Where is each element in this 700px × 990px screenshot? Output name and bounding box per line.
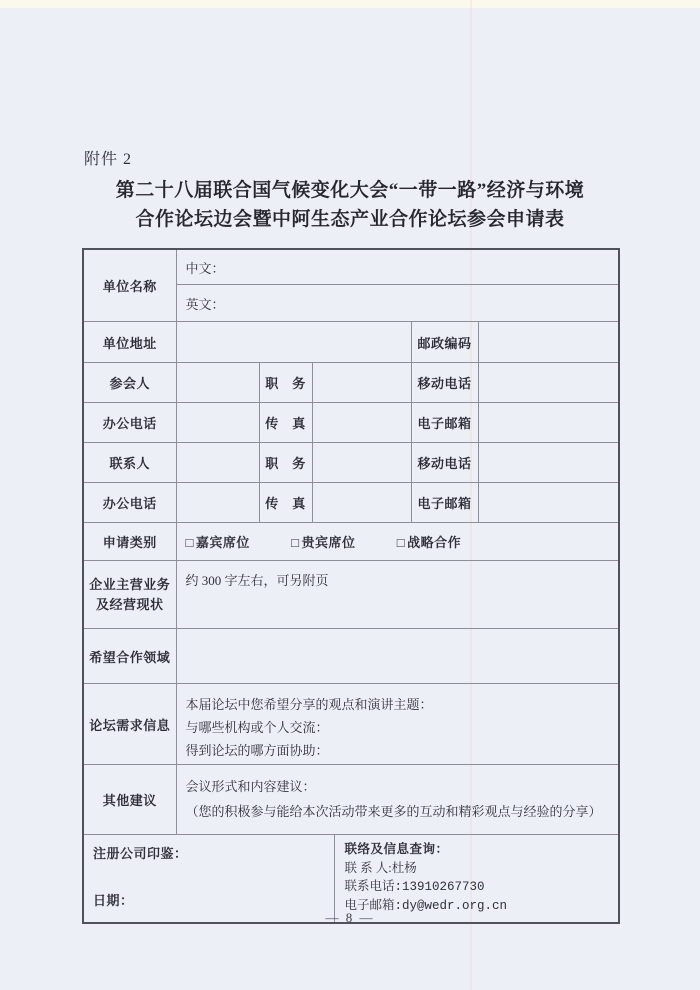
- office-phone-value-cell-1: [176, 403, 259, 443]
- row-unit-name-cn: [83, 249, 619, 285]
- row-office-phone-2: [83, 483, 619, 523]
- other-suggestions-label: 其他建议: [83, 765, 176, 835]
- row-main-business: [83, 561, 619, 629]
- office-phone-label-1: 办公电话: [83, 403, 176, 443]
- document-title-line2: 合作论坛边会暨中阿生态产业合作论坛参会申请表: [135, 209, 565, 230]
- contact-duty-value-cell: [312, 443, 411, 483]
- attendee-mobile-value-cell: [478, 363, 619, 403]
- cooperation-field-value-cell: [176, 629, 619, 684]
- apply-type-options-cell: [176, 523, 619, 561]
- contact-duty-label: 职 务: [259, 443, 312, 483]
- main-business-label: [83, 561, 176, 629]
- main-business-value-cell: [176, 561, 619, 629]
- option-vip-seat: [291, 532, 355, 551]
- forum-needs-line2: 与哪些机构或个人交流：: [185, 720, 329, 735]
- document-title-line1: 第二十八届联合国气候变化大会“一带一路”经济与环境: [115, 180, 585, 201]
- unit-name-cn-label: 中文：: [185, 260, 225, 276]
- email-label-2: 电子邮箱: [411, 483, 478, 523]
- contact-mobile-label: 移动电话: [411, 443, 478, 483]
- postal-code-value-cell: [478, 322, 619, 363]
- checkbox-icon: □: [185, 535, 194, 550]
- other-suggestions-value-cell: [176, 765, 619, 835]
- forum-needs-label: 论坛需求信息: [83, 684, 176, 765]
- row-contact-person: [83, 443, 619, 483]
- row-forum-needs: [83, 684, 619, 765]
- fax-value-cell-1: [312, 403, 411, 443]
- date-label: 日期：: [93, 893, 134, 908]
- unit-name-en-cell: [176, 285, 619, 322]
- attachment-label: 附件 2: [84, 151, 133, 168]
- forum-needs-line1: 本届论坛中您希望分享的观点和演讲主题：: [185, 697, 433, 712]
- option-vip-seat-label: 贵宾席位: [301, 535, 356, 550]
- forum-needs-line3: 得到论坛的哪方面协助：: [185, 743, 329, 758]
- unit-name-en-label: 英文：: [185, 296, 225, 312]
- unit-address-label: 单位地址: [83, 322, 176, 363]
- option-strategic-coop: [397, 532, 461, 551]
- other-suggestions-line1: 会议形式和内容建议：: [185, 779, 316, 794]
- row-attendee: [83, 363, 619, 403]
- contact-mobile-value-cell: [478, 443, 619, 483]
- inquiry-contact-phone: 联系电话:13910267730: [344, 880, 485, 894]
- option-guest-seat: [186, 532, 250, 551]
- cooperation-field-label: 希望合作领域: [83, 629, 176, 684]
- forum-needs-value-cell: [176, 684, 619, 765]
- fax-value-cell-2: [312, 483, 411, 523]
- row-cooperation-field: [83, 629, 619, 684]
- inquiry-contact-email: 电子邮箱:dy@wedr.org.cn: [344, 899, 508, 913]
- other-suggestions-line2: （您的积极参与能给本次活动带来更多的互动和精彩观点与经验的分享）: [185, 804, 602, 819]
- attendee-mobile-label: 移动电话: [411, 363, 478, 403]
- main-business-label-line1: 企业主营业务: [89, 576, 171, 592]
- attendee-value-cell: [176, 363, 259, 403]
- company-seal-label: 注册公司印鉴：: [93, 846, 188, 861]
- fax-label-1: 传 真: [259, 403, 312, 443]
- contact-person-label: 联系人: [83, 443, 176, 483]
- inquiry-title: 联络及信息查询：: [344, 842, 449, 856]
- scan-edge-strip: [0, 0, 700, 8]
- apply-type-label: 申请类别: [83, 523, 176, 561]
- email-value-cell-2: [478, 483, 619, 523]
- row-unit-address: [83, 322, 619, 363]
- attendee-duty-value-cell: [312, 363, 411, 403]
- attendee-label: 参会人: [83, 363, 176, 403]
- checkbox-icon: □: [291, 535, 300, 550]
- unit-name-label: 单位名称: [83, 249, 176, 322]
- checkbox-icon: □: [396, 535, 406, 550]
- office-phone-label-2: 办公电话: [83, 483, 176, 523]
- unit-name-cn-cell: [176, 249, 619, 285]
- postal-code-label: 邮政编码: [411, 322, 478, 363]
- inquiry-contact-person: 联 系 人:杜杨: [344, 861, 417, 875]
- row-apply-type: [83, 523, 619, 561]
- email-value-cell-1: [478, 403, 619, 443]
- page-number: — 8 —: [325, 910, 375, 925]
- unit-address-value-cell: [176, 322, 411, 363]
- email-label-1: 电子邮箱: [411, 403, 478, 443]
- fax-label-2: 传 真: [259, 483, 312, 523]
- contact-person-value-cell: [176, 443, 259, 483]
- main-business-label-line2: 及经营现状: [95, 596, 164, 612]
- row-office-phone-1: [83, 403, 619, 443]
- option-guest-seat-label: 嘉宾席位: [195, 535, 250, 550]
- application-form-table: [82, 248, 620, 924]
- main-business-hint: 约 300 字左右，可另附页: [185, 573, 329, 588]
- document-title: [0, 176, 700, 234]
- option-strategic-coop-label: 战略合作: [407, 535, 462, 550]
- row-other-suggestions: [83, 765, 619, 835]
- office-phone-value-cell-2: [176, 483, 259, 523]
- attendee-duty-label: 职 务: [259, 363, 312, 403]
